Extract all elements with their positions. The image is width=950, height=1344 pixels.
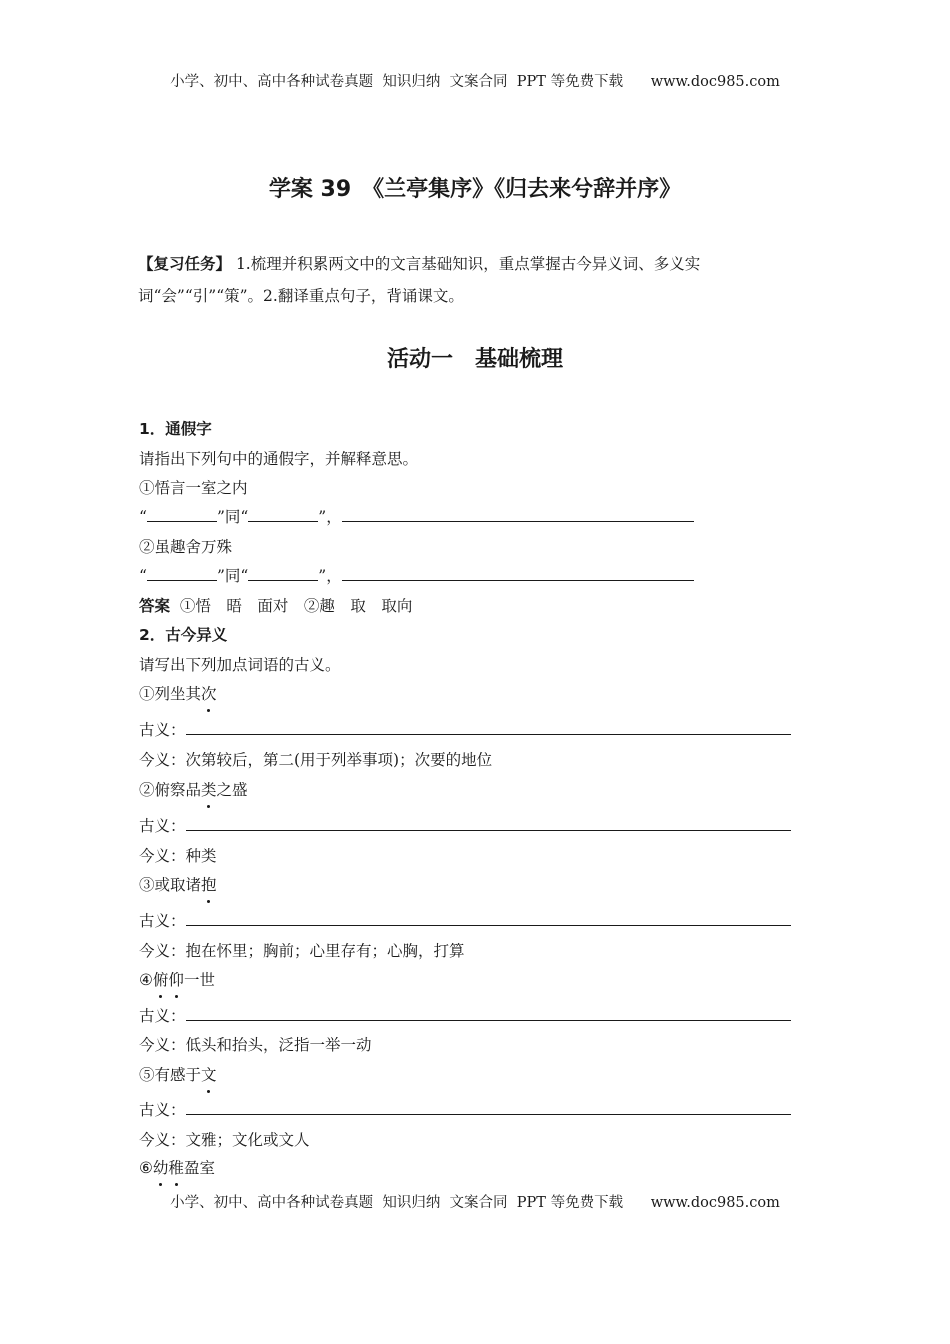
dotted-char: 稚 [168,1159,184,1177]
item-text: ①列坐其 [139,685,202,703]
quote-close: ”， [318,567,342,585]
section1-answer-line-2 [139,565,694,587]
section1-item-1: ①悟言一室之内 [139,479,248,497]
section1-prompt: 请指出下列句中的通假字，并解释意思。 [139,450,419,468]
section2-item-3 [139,874,217,896]
item-text: ⑥ [139,1159,153,1177]
gu-label: 古义： [139,817,186,835]
fill-blank[interactable] [248,566,318,581]
item-text-tail: 之盛 [216,781,248,799]
dotted-char: 俯 [152,971,169,989]
gu-blank[interactable] [186,1006,791,1021]
review-task-label: 【复习任务】 [138,255,232,273]
quote-open: “ [139,508,147,526]
gu-blank[interactable] [186,816,791,831]
meaning-blank[interactable] [342,566,694,581]
gu-blank[interactable] [186,1100,791,1115]
gu-label: 古义： [139,912,186,930]
gu-label: 古义： [139,721,186,739]
section-heading-tongjiazi: 1．通假字 [139,420,212,438]
gu-line-5 [139,1099,791,1121]
section2-item-4 [139,969,215,991]
meaning-blank[interactable] [342,507,694,522]
section1-answer [139,595,412,617]
dotted-char: 幼 [152,1159,169,1177]
dotted-char: 仰 [168,971,184,989]
dotted-char: 类 [201,781,217,799]
gu-line-3 [139,910,791,932]
item-text-tail: 一世 [183,971,215,989]
quote-close: ”， [318,508,342,526]
item-text: ④ [139,971,153,989]
answer-label: 答案 [139,597,171,615]
jin-line-3: 今义：抱在怀里；胸前；心里存有；心胸，打算 [139,942,465,960]
item-text: ②俯察品 [139,781,202,799]
gu-line-2 [139,815,791,837]
page-header: 小学、初中、高中各种试卷真题 知识归纳 文案合同 PPT 等免费下载 www.doc985.com [170,74,780,90]
dotted-char: 文 [201,1066,217,1084]
gu-line-4 [139,1005,791,1027]
item-text: ③或取诸 [139,876,202,894]
section-heading-gujinyiyi: 2．古今异义 [139,626,228,644]
section2-item-6 [139,1157,215,1179]
section2-item-5 [139,1064,217,1086]
gu-label: 古义： [139,1101,186,1119]
jin-line-1: 今义：次第较后，第二(用于列举事项)；次要的地位 [139,751,493,769]
answer-text: ①悟 晤 面对 ②趣 取 取向 [170,597,413,615]
quote-same-as: ”同“ [216,567,249,585]
section1-item-2: ②虽趣舍万殊 [139,538,233,556]
jin-line-2: 今义：种类 [139,847,217,865]
item-text-tail: 盈室 [183,1159,215,1177]
fill-blank[interactable] [248,507,318,522]
section2-prompt: 请写出下列加点词语的古义。 [139,656,341,674]
review-task-text: 1.梳理并积累两文中的文言基础知识，重点掌握古今异义词、多义实词“会”“引”“策”。2.翻译重点句子，背诵课文。 [138,255,701,305]
quote-same-as: ”同“ [216,508,249,526]
dotted-char: 次 [201,685,217,703]
gu-line-1 [139,719,791,741]
fill-blank[interactable] [147,507,217,522]
section2-item-2 [139,779,248,801]
page-title: 学案 39 《兰亭集序》《归去来兮辞并序》 [268,177,682,202]
fill-blank[interactable] [147,566,217,581]
section1-answer-line-1 [139,506,694,528]
jin-line-5: 今义：文雅；文化或文人 [139,1131,310,1149]
gu-label: 古义： [139,1007,186,1025]
jin-line-4: 今义：低头和抬头，泛指一举一动 [139,1036,372,1054]
review-task [138,248,808,312]
item-text: ⑤有感于 [139,1066,202,1084]
activity-title: 活动一 基础梳理 [386,347,563,372]
gu-blank[interactable] [186,911,791,926]
quote-open: “ [139,567,147,585]
page-footer: 小学、初中、高中各种试卷真题 知识归纳 文案合同 PPT 等免费下载 www.doc985.com [170,1195,780,1211]
gu-blank[interactable] [186,720,791,735]
dotted-char: 抱 [201,876,217,894]
section2-item-1 [139,683,217,705]
